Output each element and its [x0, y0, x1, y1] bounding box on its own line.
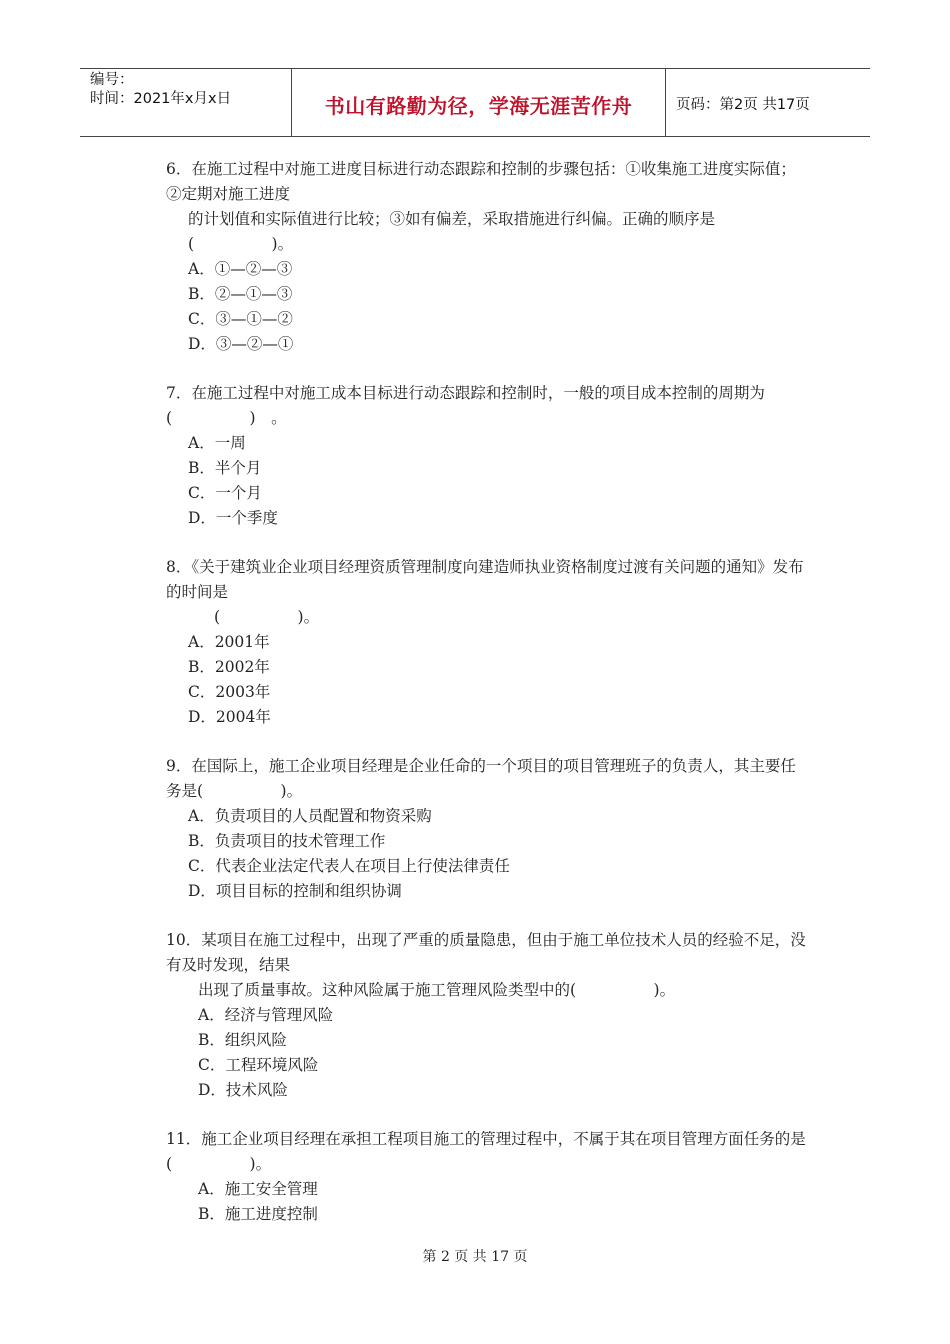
question-stem-continued: ( )。: [214, 608, 320, 626]
option-d: D．2004年: [188, 708, 271, 726]
question-stem: 10．某项目在施工过程中，出现了严重的质量隐患，但由于施工单位技术人员的经验不足，没有及时发现，结果: [166, 931, 806, 974]
option-b: B．半个月: [188, 459, 262, 477]
time-label: 时间：2021年x月x日: [90, 91, 232, 107]
question-stem: 7．在施工过程中对施工成本目标进行动态跟踪和控制时，一般的项目成本控制的周期为( ) 。: [166, 384, 765, 427]
option-b: B．负责项目的技术管理工作: [188, 832, 386, 850]
question-11: [166, 1127, 806, 1227]
footer-page-number: 第 2 页 共 17 页: [422, 1249, 528, 1265]
question-stem: 9．在国际上，施工企业项目经理是企业任命的一个项目的项目管理班子的负责人，其主要任务是( )。: [166, 757, 796, 800]
header-motto-cell: [292, 69, 666, 136]
option-b: B．2002年: [188, 658, 270, 676]
header-meta: [80, 69, 292, 136]
question-6: [166, 157, 806, 357]
option-b: B．组织风险: [198, 1031, 287, 1049]
question-8: [166, 555, 806, 730]
option-c: C．代表企业法定代表人在项目上行使法律责任: [188, 857, 510, 875]
option-d: D．一个季度: [188, 509, 278, 527]
option-c: C．③—①—②: [188, 310, 293, 328]
page-footer: [0, 1246, 950, 1266]
question-list: [166, 157, 806, 1251]
option-c: C．2003年: [188, 683, 271, 701]
question-7: [166, 381, 806, 531]
question-stem: 11．施工企业项目经理在承担工程项目施工的管理过程中，不属于其在项目管理方面任务的是( )。: [166, 1130, 806, 1173]
question-stem: 6．在施工过程中对施工进度目标进行动态跟踪和控制的步骤包括：①收集施工进度实际值；②定期对施工进度: [166, 160, 796, 203]
option-c: C．一个月: [188, 484, 262, 502]
option-c: C．工程环境风险: [198, 1056, 319, 1074]
option-d: D．技术风险: [198, 1081, 288, 1099]
question-stem: 8．《关于建筑业企业项目经理资质管理制度向建造师执业资格制度过渡有关问题的通知》发布的时间是: [166, 558, 804, 601]
number-label: 编号：: [90, 72, 134, 88]
motto: 书山有路勤为径，学海无涯苦作舟: [324, 94, 633, 118]
page-info: 页码：第2页 共17页: [676, 97, 810, 113]
page-header: [80, 68, 870, 137]
question-9: [166, 754, 806, 904]
option-d: D．项目目标的控制和组织协调: [188, 882, 402, 900]
question-stem-continued: 出现了质量事故。这种风险属于施工管理风险类型中的( )。: [198, 981, 676, 999]
option-a: A．负责项目的人员配置和物资采购: [188, 807, 432, 825]
option-a: A．施工安全管理: [198, 1180, 318, 1198]
option-a: A．一周: [188, 434, 246, 452]
option-b: B．施工进度控制: [198, 1205, 318, 1223]
option-d: D．③—②—①: [188, 335, 294, 353]
header-page-info: [666, 69, 870, 136]
option-a: A．①—②—③: [188, 260, 293, 278]
option-a: A．经济与管理风险: [198, 1006, 334, 1024]
option-a: A．2001年: [188, 633, 270, 651]
option-b: B．②—①—③: [188, 285, 293, 303]
question-10: [166, 928, 806, 1103]
question-stem-continued: 的计划值和实际值进行比较；③如有偏差，采取措施进行纠偏。正确的顺序是( )。: [188, 210, 716, 253]
